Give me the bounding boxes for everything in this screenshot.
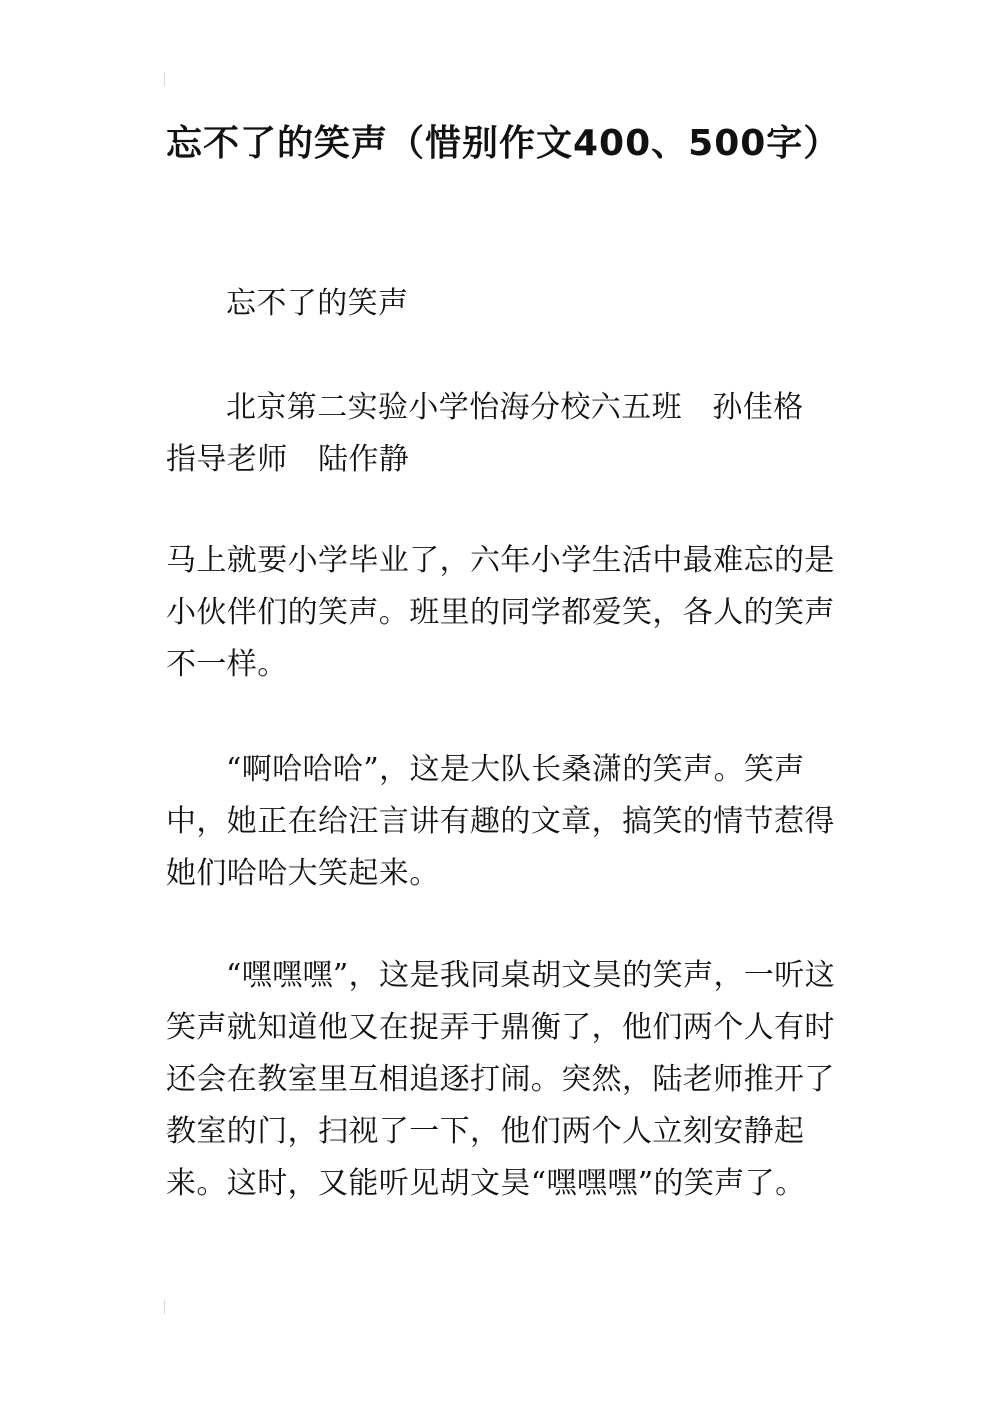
- author-byline: 北京第二实验小学怡海分校六五班 孙佳格 指导老师 陆作静: [166, 390, 835, 477]
- page-corner-mark-bottom: [164, 1300, 165, 1314]
- page-corner-mark-top: [164, 72, 165, 86]
- paragraph: 马上就要小学毕业了，六年小学生活中最难忘的是小伙伴们的笑声。班里的同学都爱笑，各人的笑声不一样。: [166, 543, 835, 682]
- essay-heading: 忘不了的笑声: [226, 286, 409, 321]
- paragraph: “嘿嘿嘿”，这是我同桌胡文昊的笑声，一听这笑声就知道他又在捉弄于鼎衡了，他们两个人有时还会在教室里互相追逐打闹。突然，陆老师推开了教室的门，扫视了一下，他们两个人立刻安静起来。这时，又能听见胡文昊“嘿嘿嘿”的笑声了。: [166, 958, 836, 1201]
- document-title: 忘不了的笑声（惜别作文400、500字）: [166, 123, 841, 164]
- paragraph: “啊哈哈哈”，这是大队长桑潇的笑声。笑声中，她正在给汪言讲有趣的文章，搞笑的情节惹得她们哈哈大笑起来。: [166, 752, 835, 891]
